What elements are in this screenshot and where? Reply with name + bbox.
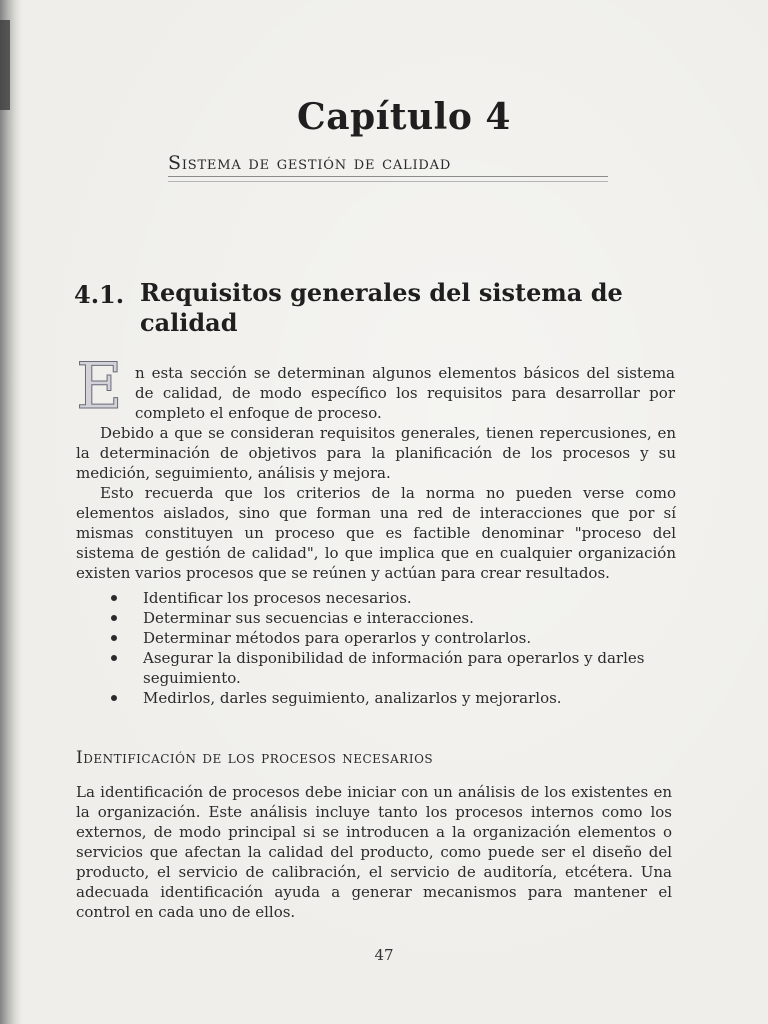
chapter-title: Capítulo 4 — [297, 96, 511, 138]
paragraph-2: Debido a que se consideran requisitos generales, tienen repercusiones, en la determinación de objetivos para la planificación de los procesos y su medición, seguimiento, análisis y mejora. — [76, 424, 676, 482]
bullet-dot-icon — [111, 635, 117, 641]
bullet-dot-icon — [111, 615, 117, 621]
subsection-paragraph: La identificación de procesos debe iniciar con un análisis de los existentes en la organización. Este análisis incluye tanto los procesos internos como los externos, de modo principal si se introducen a la organización elementos o servicios que afectan la calidad del producto, como puede ser el diseño del producto, el servicio de calibración, el servicio de auditoría, etcétera. Una adecuada identificación ayuda a generar mecanismos para mantener el control en cada uno de ellos. — [76, 783, 672, 921]
bullet-item — [108, 628, 678, 648]
bullet-text: Determinar métodos para operarlos y controlarlos. — [143, 629, 532, 647]
bullet-dot-icon — [111, 595, 117, 601]
bullet-item — [108, 588, 678, 608]
page-binding-shadow — [0, 0, 22, 1024]
bullet-item — [108, 648, 678, 688]
chapter-subtitle: Sistema de gestión de calidad — [168, 152, 608, 177]
bullet-text: Identificar los procesos necesarios. — [143, 589, 412, 607]
bullet-text: Determinar sus secuencias e interacciones. — [143, 609, 474, 627]
bullet-text: Asegurar la disponibilidad de información para operarlos y darles seguimiento. — [143, 649, 645, 687]
paragraph-3: Esto recuerda que los criterios de la norma no pueden verse como elementos aislados, sino que forman una red de interacciones que por sí mismas constituyen un proceso que es factible denominar "proceso del sistema de gestión de calidad", lo que implica que en cualquier organización existen varios procesos que se reúnen y actúan para crear resultados. — [76, 484, 676, 582]
subtitle-rule — [168, 181, 608, 182]
drop-cap: E — [76, 350, 123, 424]
bullet-list — [108, 588, 678, 708]
bullet-item — [108, 688, 678, 708]
bullet-dot-icon — [111, 695, 117, 701]
bullet-item — [108, 608, 678, 628]
bullet-dot-icon — [111, 655, 117, 661]
section-title: Requisitos generales del sistema de calidad — [140, 278, 623, 337]
paragraph-1: n esta sección se determinan algunos elementos básicos del sistema de calidad, de modo específico los requisitos para desarrollar por completo el enfoque de proceso. — [135, 364, 675, 422]
section-number: 4.1. — [74, 280, 125, 309]
bullet-text: Medirlos, darles seguimiento, analizarlos y mejorarlos. — [143, 689, 562, 707]
page-number: 47 — [374, 946, 394, 964]
subsection-heading: Identificación de los procesos necesarios — [76, 748, 434, 768]
